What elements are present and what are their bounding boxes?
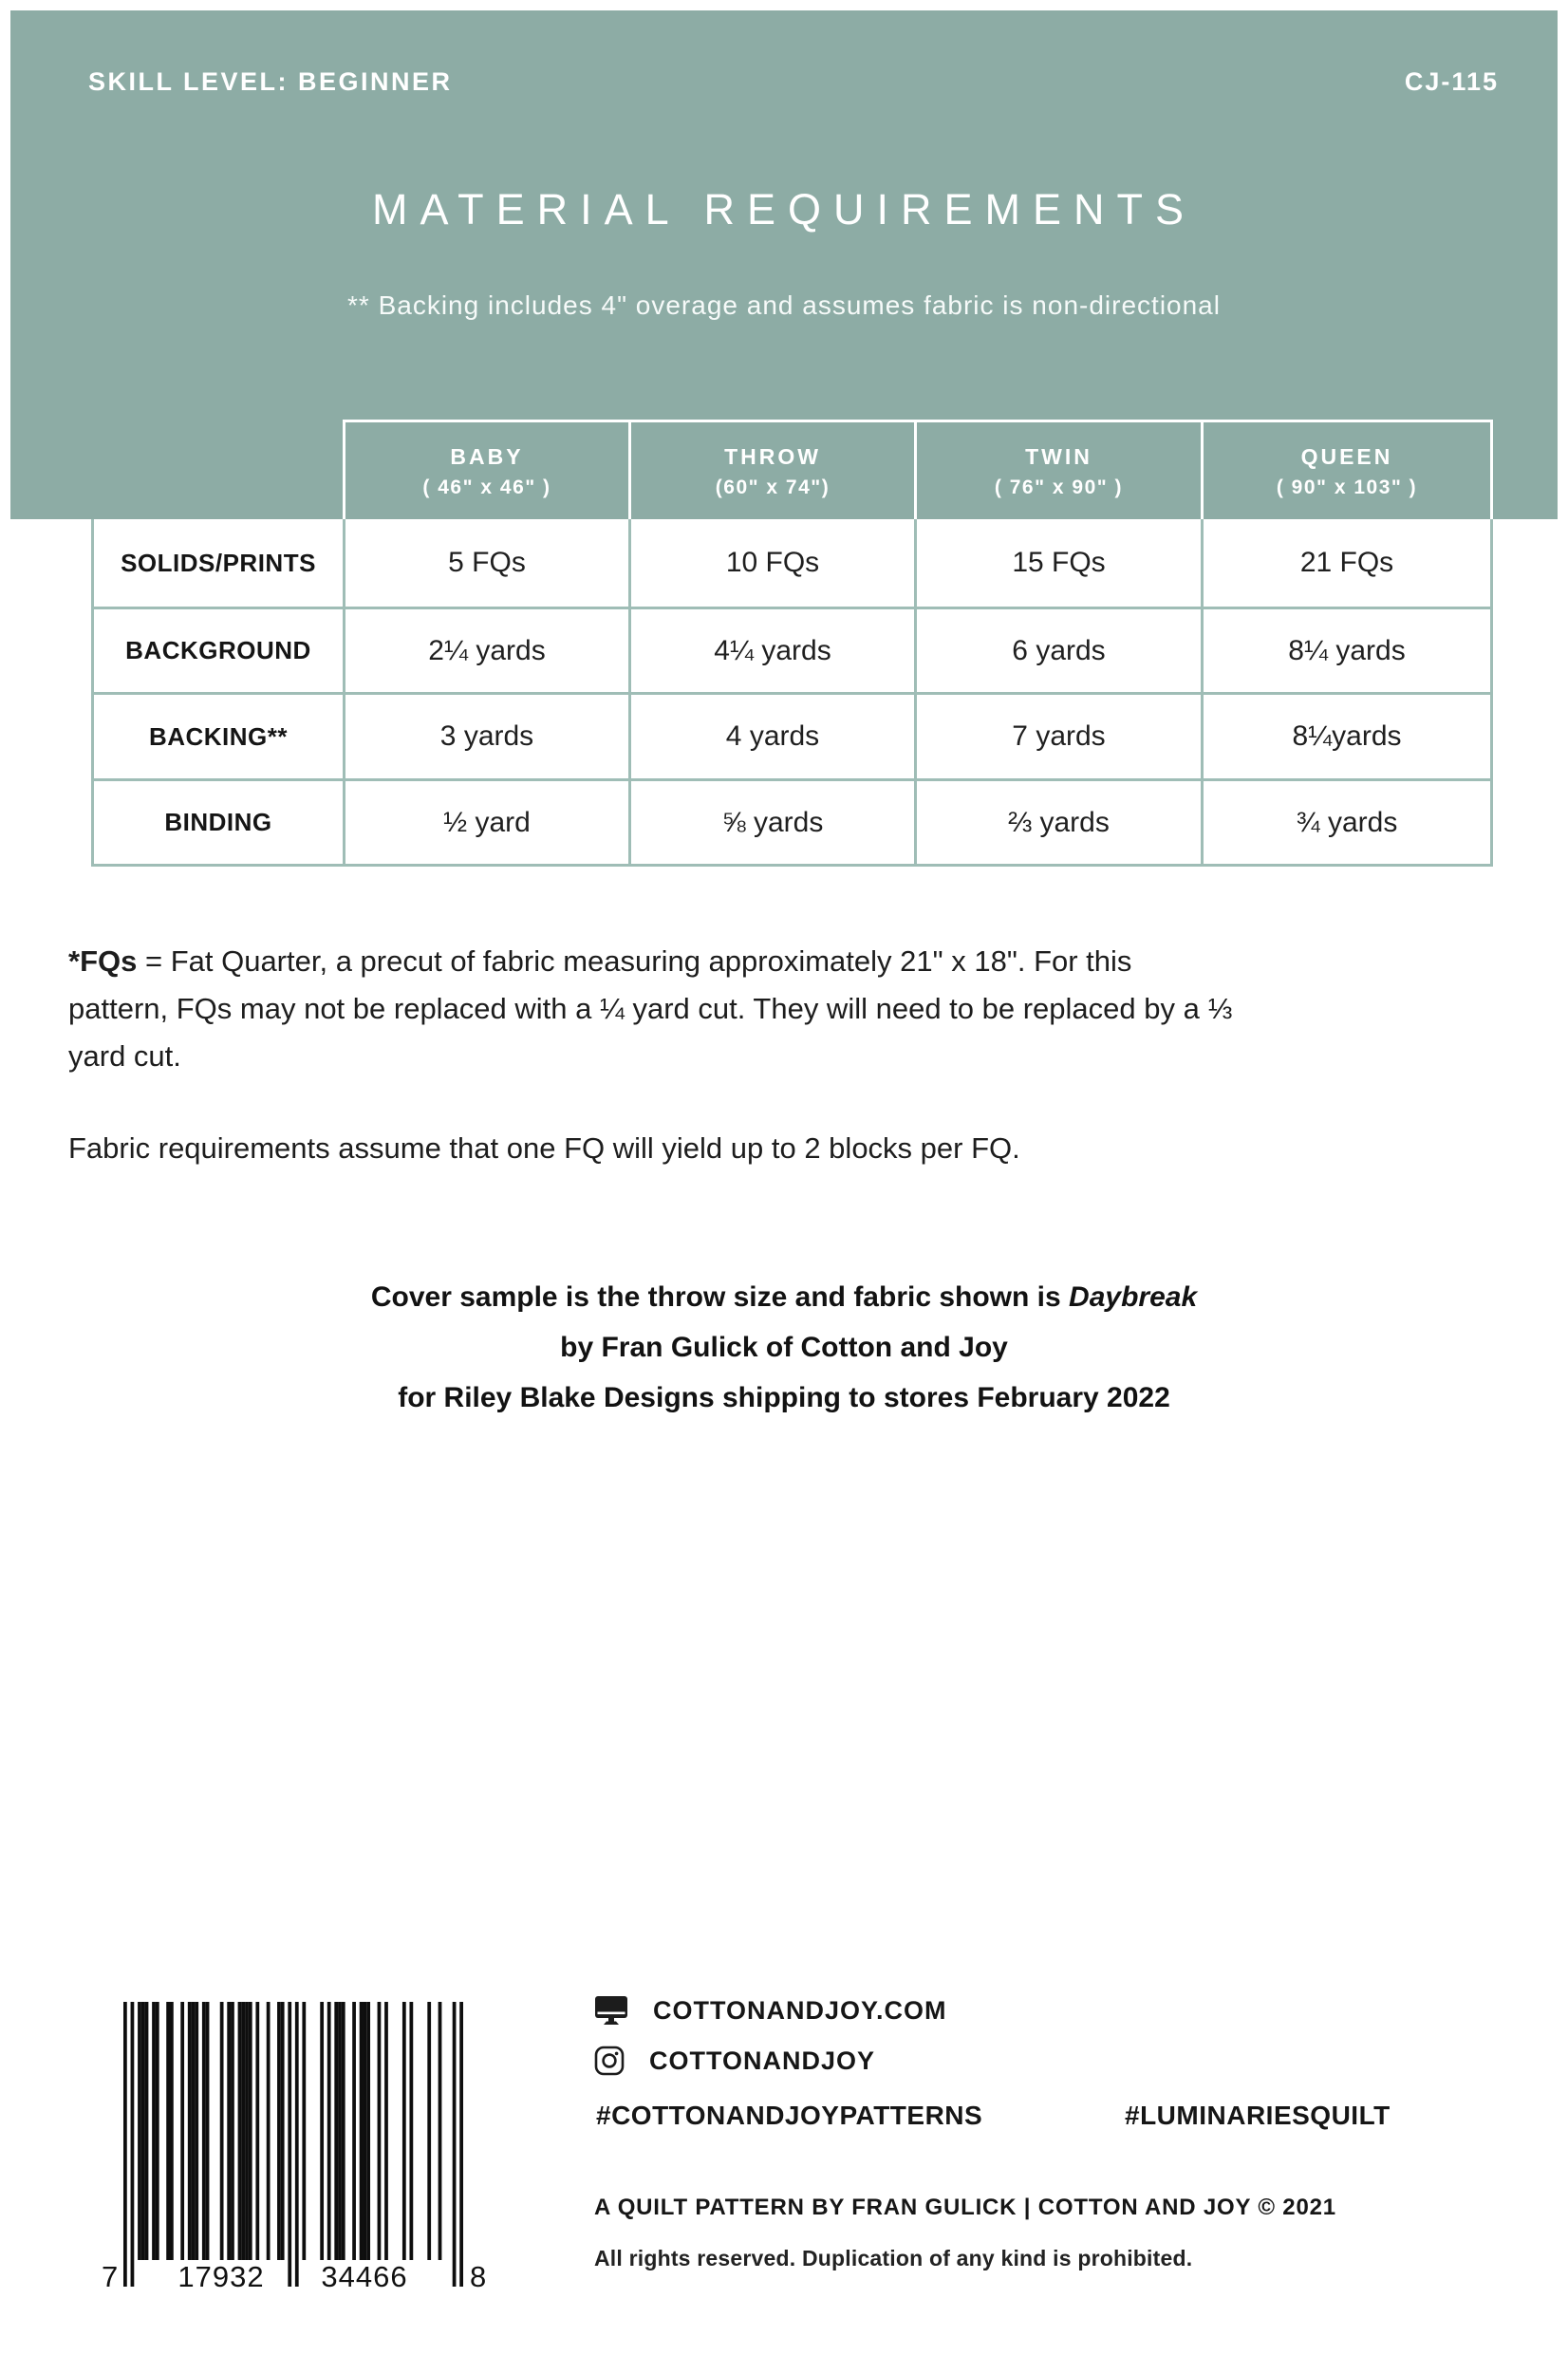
table-cell: 21 FQs [1201,519,1493,609]
barcode-digit-group2: 34466 [321,2260,408,2293]
table-cell: 8¼yards [1201,695,1493,781]
skill-level-label: SKILL LEVEL: BEGINNER [88,67,453,96]
fq-note [68,938,1232,1080]
table-cell: 4 yards [628,695,914,781]
row-label: SOLIDS/PRINTS [91,519,343,609]
row-label: BACKING** [91,695,343,781]
table-cell: 7 yards [914,695,1201,781]
table-cell: ⅔ yards [914,781,1201,867]
backing-note: ** Backing includes 4" overage and assumes fabric is non-directional [347,290,1221,320]
barcode-digit-group1: 17932 [177,2260,265,2293]
row-label: BINDING [91,781,343,867]
cover-line1 [0,1272,1568,1322]
column-name: QUEEN [1300,444,1393,469]
fq-note-line3: yard cut. [68,1039,181,1073]
fq-note-line1 [68,938,1232,985]
column-header-baby [343,420,628,519]
fabric-collection-name: Daybreak [1069,1281,1198,1313]
column-header-twin [914,420,1201,519]
barcode-digit-check: 8 [470,2260,488,2293]
table-cell: 3 yards [343,695,628,781]
table-cell: 4¼ yards [628,609,914,695]
table-cell: ¾ yards [1201,781,1493,867]
cover-line3: for Riley Blake Designs shipping to stores February 2022 [398,1382,1170,1413]
barcode [102,2002,500,2298]
table-cell: 2¼ yards [343,609,628,695]
column-size: ( 46" x 46" ) [422,476,551,498]
fq-note-line2: pattern, FQs may not be replaced with a ¼ yard cut. They will need to be replaced by a ⅓ [68,992,1233,1025]
table-cell: 15 FQs [914,519,1201,609]
column-size: ( 90" x 103" ) [1276,476,1418,498]
size-table-body [91,519,1493,867]
instagram-row [594,2046,875,2076]
column-header-throw [628,420,914,519]
website-row [594,1995,947,2026]
table-cell: 5 FQs [343,519,628,609]
hashtag-quilt: #LUMINARIESQUILT [1125,2101,1391,2130]
row-label: BACKGROUND [91,609,343,695]
column-header-queen [1201,420,1493,519]
instagram-icon [594,2046,625,2076]
table-cell: 8¼ yards [1201,609,1493,695]
table-header-row [343,420,1493,519]
column-name: TWIN [1025,444,1092,469]
rights-line: All rights reserved. Duplication of any kind is prohibited. [594,2246,1193,2270]
cover-line1-text: Cover sample is the throw size and fabric shown is [370,1281,1070,1313]
column-size: (60" x 74") [715,476,831,498]
monitor-icon [594,1995,628,2026]
barcode-bars [123,2002,463,2287]
cover-line2: by Fran Gulick of Cotton and Joy [560,1332,1008,1363]
table-cell: ⅝ yards [628,781,914,867]
credit-line: A QUILT PATTERN BY FRAN GULICK | COTTON AND JOY © 2021 [594,2195,1336,2220]
cover-note [0,1272,1568,1423]
fabric-note: Fabric requirements assume that one FQ will yield up to 2 blocks per FQ. [68,1131,1020,1165]
table-cell: ½ yard [343,781,628,867]
barcode-digit-system: 7 [102,2260,120,2293]
fq-note-text: = Fat Quarter, a precut of fabric measuring approximately 21" x 18". For this [137,944,1132,978]
pattern-number: CJ-115 [1404,67,1499,96]
column-name: THROW [724,444,821,469]
fq-term: *FQs [68,944,138,978]
page-title: MATERIAL REQUIREMENTS [371,185,1197,234]
table-cell: 10 FQs [628,519,914,609]
instagram-handle: COTTONANDJOY [649,2046,876,2075]
column-size: ( 76" x 90" ) [994,476,1124,498]
website-link: COTTONANDJOY.COM [653,1995,947,2025]
hashtag-patterns: #COTTONANDJOYPATTERNS [596,2101,983,2130]
column-name: BABY [450,444,524,469]
hashtags-row [594,2101,1448,2135]
table-cell: 6 yards [914,609,1201,695]
